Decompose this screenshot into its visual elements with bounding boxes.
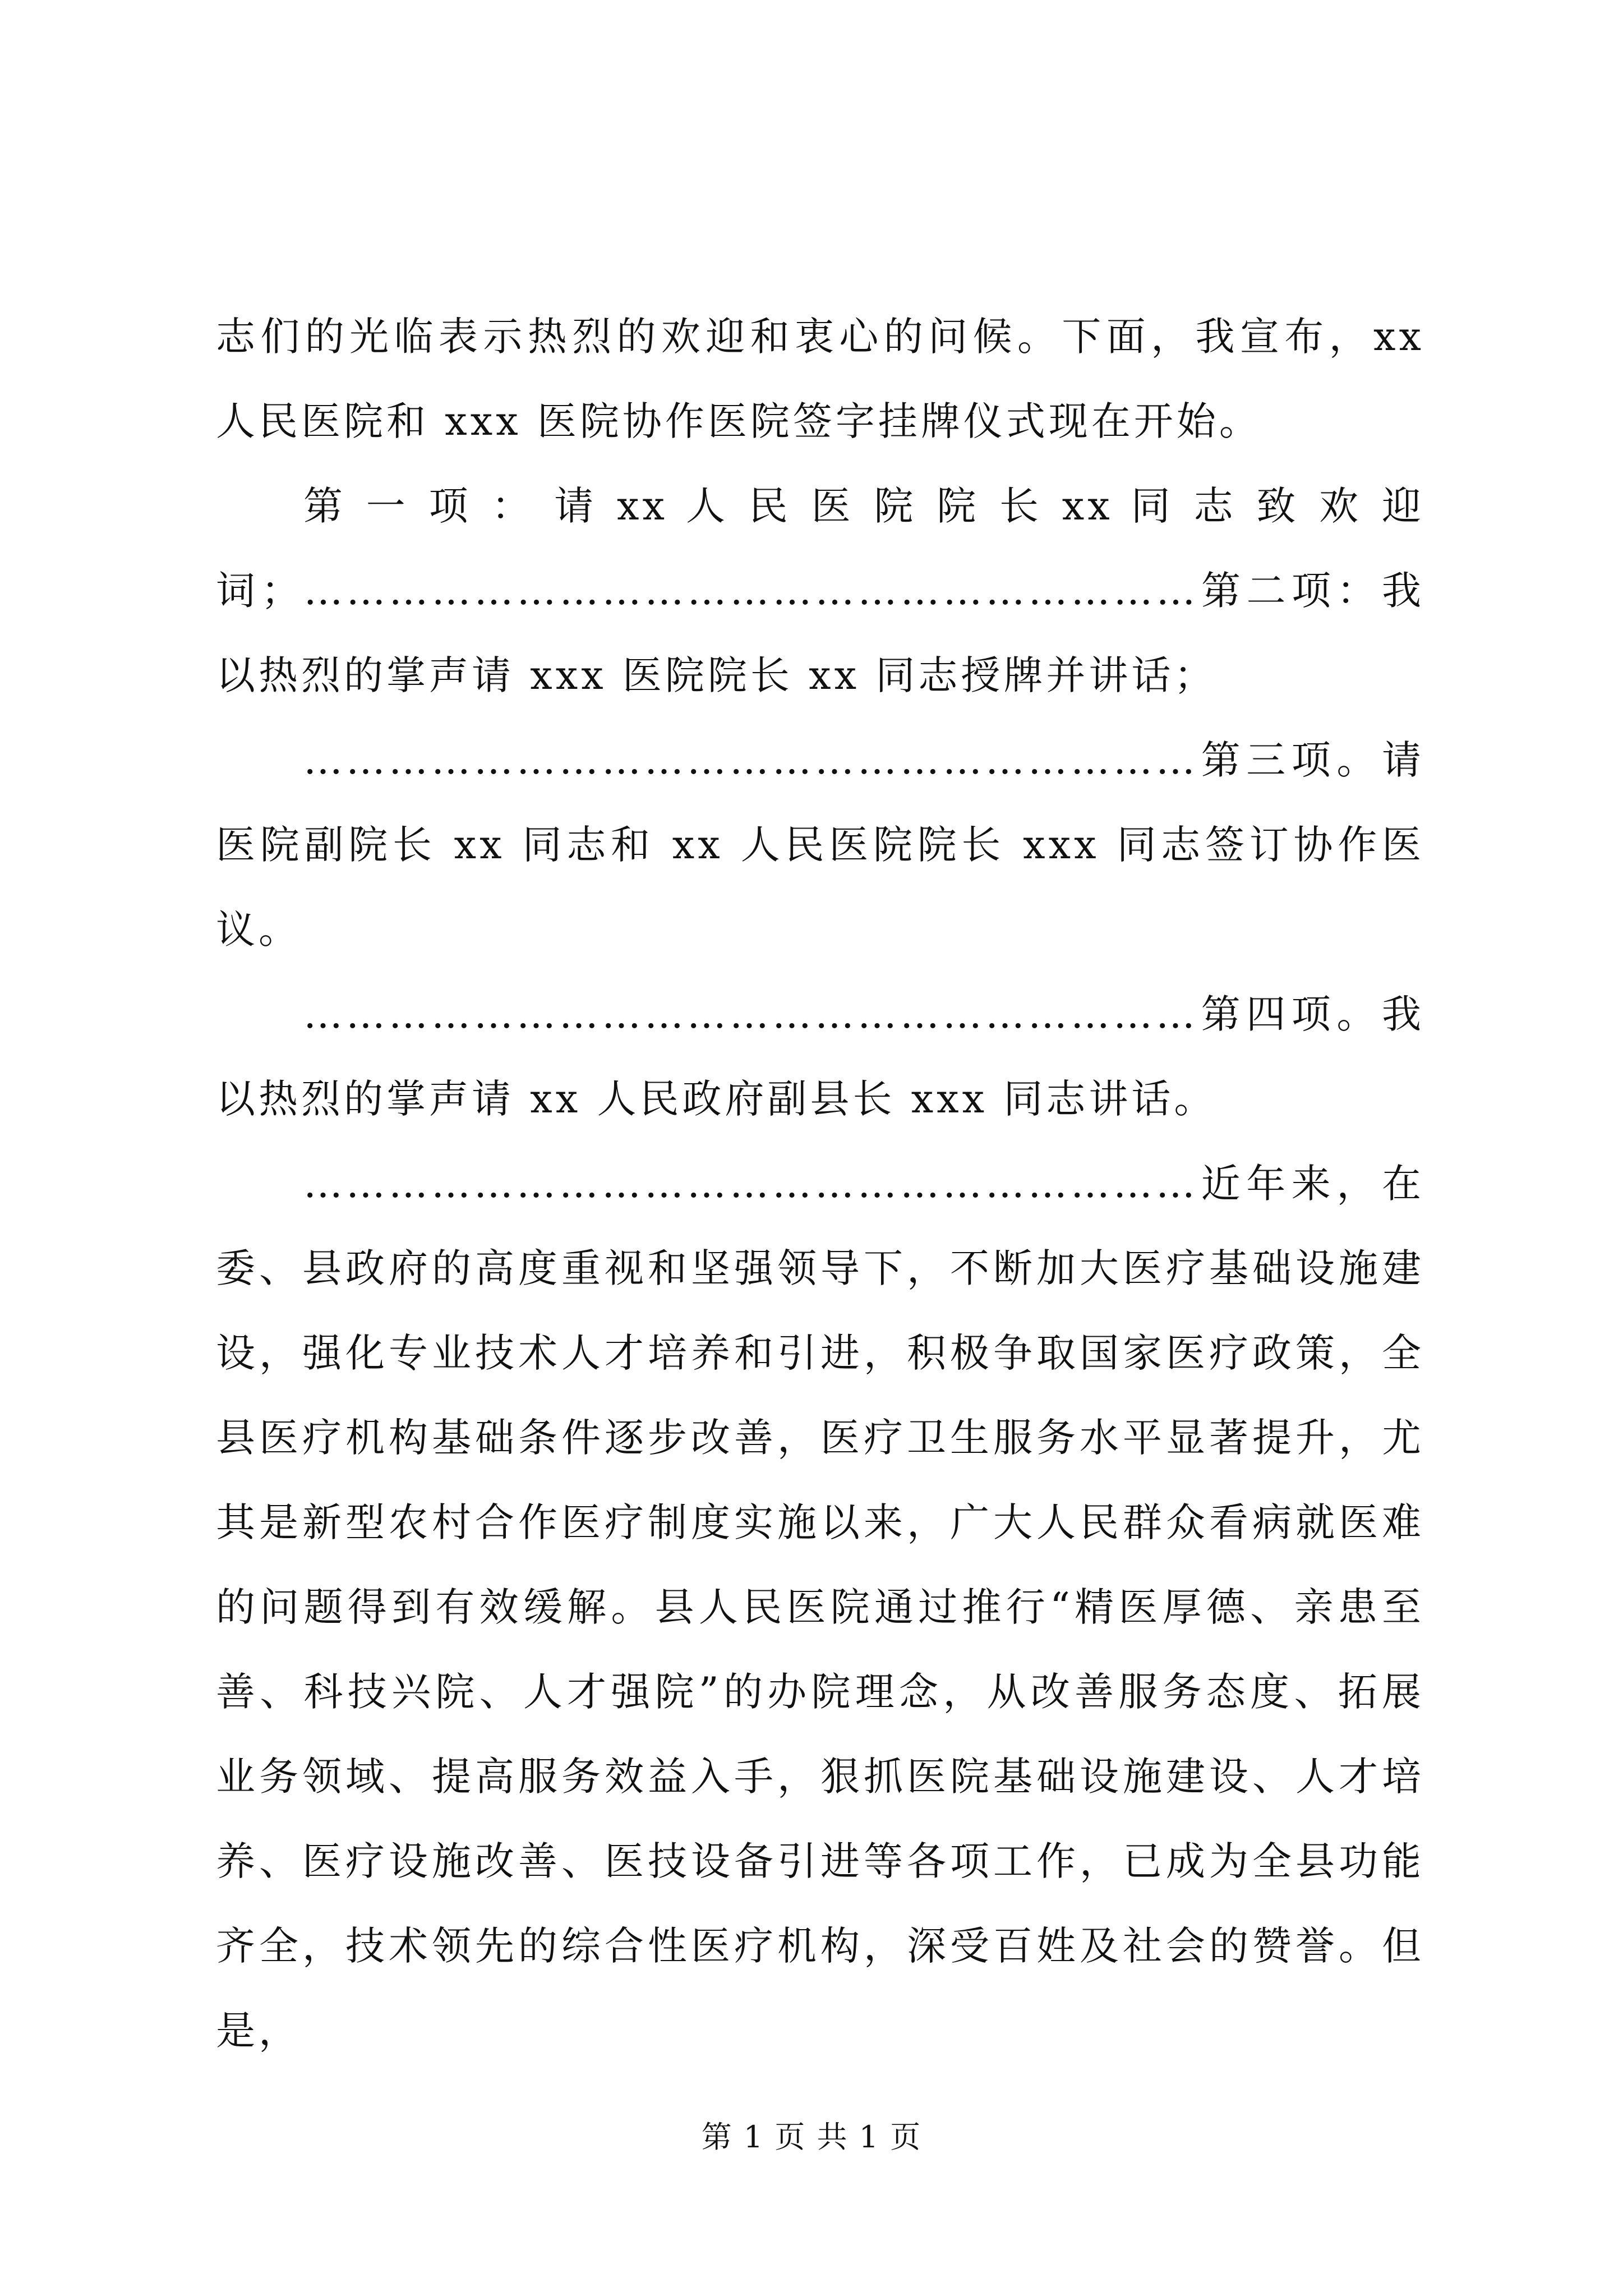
text-line: 齐全，技术领先的综合性医疗机构，深受百姓及社会的赞誉。但 xyxy=(216,1923,1424,1969)
text-line: 议。 xyxy=(216,907,301,953)
text-line: 志们的光临表示热烈的欢迎和衷心的问候。下面，我宣布，xx xyxy=(216,314,1424,360)
text-line: 是， xyxy=(216,2008,301,2054)
text-line: 善、科技兴院、人才强院”的办院理念，从改善服务态度、拓展 xyxy=(216,1669,1424,1715)
document-body xyxy=(216,295,1424,2073)
text-line: 人民医院和 xxx 医院协作医院签字挂牌仪式现在开始。 xyxy=(216,398,1262,444)
text-line: 词；………………………………………………………第二项：我 xyxy=(216,568,1424,614)
text-line: ………………………………………………………第三项。请 xyxy=(303,737,1424,783)
text-line: 业务领域、提高服务效益入手，狠抓医院基础设施建设、人才培 xyxy=(216,1754,1424,1800)
text-line: 以热烈的掌声请 xx 人民政府副县长 xxx 同志讲话。 xyxy=(216,1076,1217,1122)
text-line: 县医疗机构基础条件逐步改善，医疗卫生服务水平显著提升，尤 xyxy=(216,1415,1424,1461)
text-line: ………………………………………………………第四项。我 xyxy=(303,991,1424,1037)
text-line: 以热烈的掌声请 xxx 医院院长 xx 同志授牌并讲话； xyxy=(216,652,1217,698)
text-line: 的问题得到有效缓解。县人民医院通过推行“精医厚德、亲患至 xyxy=(216,1584,1424,1630)
text-line: 其是新型农村合作医疗制度实施以来，广大人民群众看病就医难 xyxy=(216,1499,1424,1545)
text-line: 设，强化专业技术人才培养和引进，积极争取国家医疗政策，全 xyxy=(216,1330,1424,1376)
text-line: 第 一 项 ： 请 xx 人 民 医 院 院 长 xx 同 志 致 欢 迎 xyxy=(303,483,1424,529)
text-line: 委、县政府的高度重视和坚强领导下，不断加大医疗基础设施建 xyxy=(216,1245,1424,1291)
text-line: 养、医疗设施改善、医技设备引进等各项工作，已成为全县功能 xyxy=(216,1838,1424,1884)
text-line: ………………………………………………………近年来，在 xyxy=(303,1161,1424,1207)
text-line: 医院副院长 xx 同志和 xx 人民医院院长 xxx 同志签订协作医 xyxy=(216,822,1424,868)
page-footer: 第 1 页 共 1 页 xyxy=(701,2119,922,2155)
